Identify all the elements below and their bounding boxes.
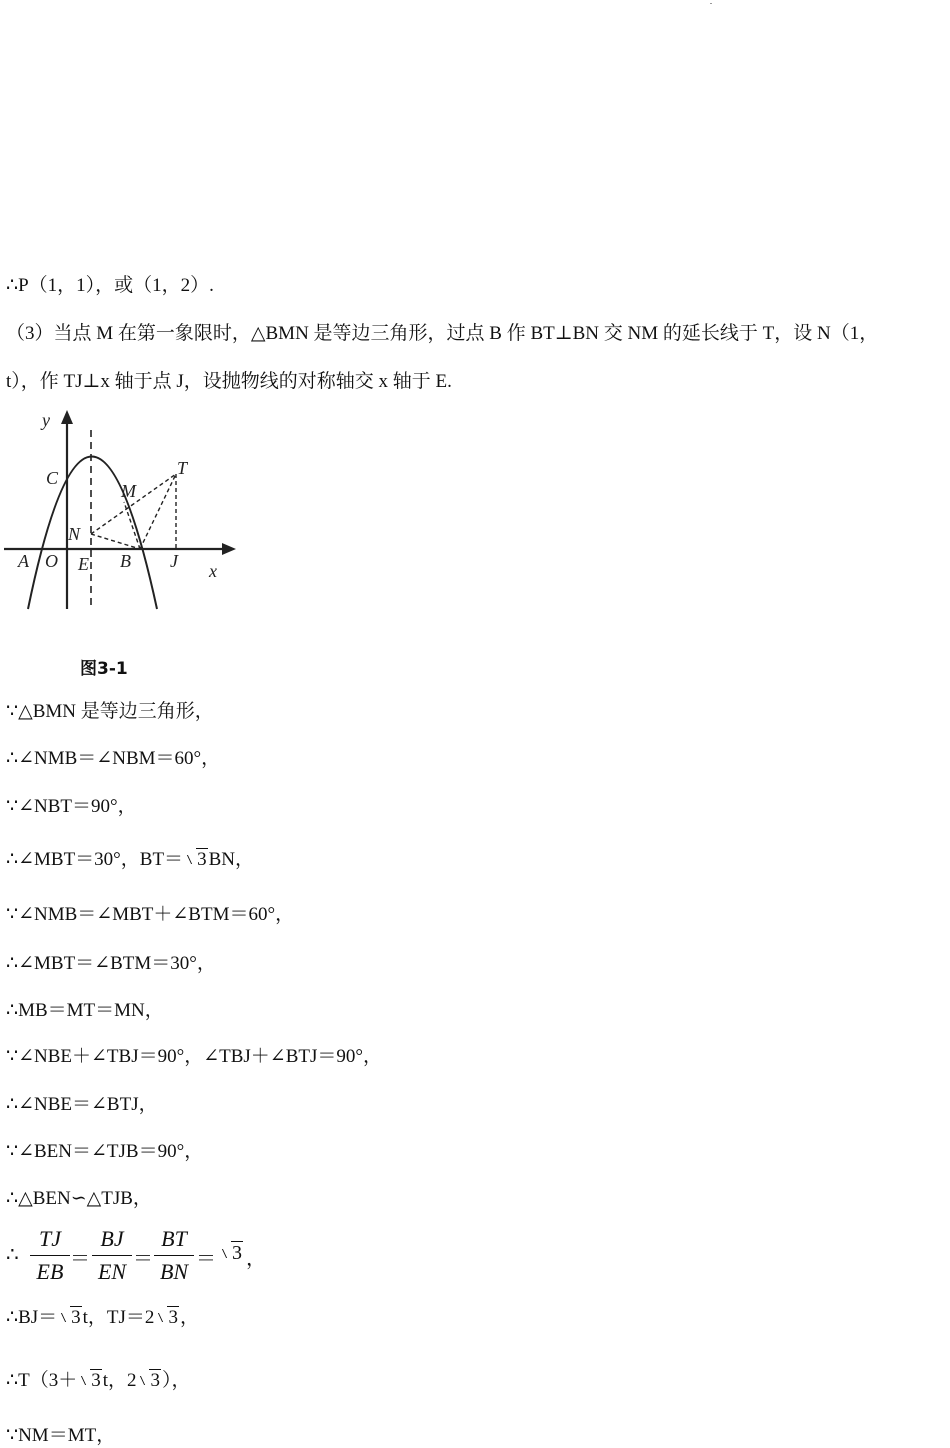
label-C: C	[46, 468, 59, 488]
parabola-figure	[0, 404, 250, 619]
equals-3: ＝	[196, 1248, 216, 1270]
stray-dot	[710, 3, 712, 4]
text-line-9: ∴∠MBT＝∠BTM＝30°，	[6, 953, 216, 974]
segment-NB	[91, 534, 140, 549]
sqrt-symbol: 3	[184, 848, 208, 872]
label-N: N	[68, 524, 81, 544]
text-line-16: ∴BJ＝ 3 t，TJ＝2 3 ，	[6, 1307, 199, 1328]
label-E: E	[78, 554, 89, 574]
sqrt-symbol: 3	[78, 1369, 102, 1393]
text-line-3: t），作 TJ⊥x 轴于点 J，设抛物线的对称轴交 x 轴于 E.	[6, 371, 452, 392]
fraction-2: BJ EN	[92, 1226, 132, 1285]
label-B: B	[120, 551, 131, 571]
text-line-7: ∴∠MBT＝30°，BT＝ 3 BN，	[6, 849, 254, 870]
text-line-2: （3）当点 M 在第一象限时，△BMN 是等边三角形，过点 B 作 BT⊥BN 交 NM 的延长线于 T，设 N（1，	[6, 323, 879, 344]
label-T: T	[177, 458, 188, 478]
text-line-6: ∵∠NBT＝90°，	[6, 796, 137, 817]
text-line-13: ∵∠BEN＝∠TJB＝90°，	[6, 1141, 204, 1162]
text-line-14: ∴△BEN∽△TJB，	[6, 1188, 152, 1209]
text-line-5: ∴∠NMB＝∠NBM＝60°，	[6, 748, 221, 769]
label-y: y	[42, 410, 50, 430]
label-J: J	[170, 551, 178, 571]
text-line-17: ∴T（3＋ 3 t，2 3 ），	[6, 1370, 191, 1391]
sqrt-3: 3	[218, 1242, 244, 1265]
fraction-1: TJ EB	[30, 1226, 70, 1285]
equals-2: ＝	[133, 1248, 153, 1270]
therefore-symbol: ∴	[6, 1244, 19, 1266]
text-line-18: ∵NM＝MT，	[6, 1425, 116, 1446]
y-axis-arrow	[61, 410, 73, 424]
sqrt-symbol: 3	[58, 1306, 82, 1330]
label-O: O	[45, 551, 58, 571]
segment-BM	[124, 502, 140, 549]
x-axis-arrow	[222, 543, 236, 555]
label-M: M	[121, 481, 136, 501]
comma: ，	[246, 1248, 266, 1270]
text-line-10: ∴MB＝MT＝MN，	[6, 1000, 164, 1021]
text-line-8: ∵∠NMB＝∠MBT＋∠BTM＝60°，	[6, 904, 295, 925]
sqrt-symbol: 3	[137, 1369, 161, 1393]
equals-1: ＝	[70, 1248, 90, 1270]
label-A: A	[18, 551, 29, 571]
text-line-12: ∴∠NBE＝∠BTJ，	[6, 1094, 158, 1115]
label-x: x	[209, 561, 217, 581]
text-line-4: ∵△BMN 是等边三角形，	[6, 701, 214, 722]
text-line-11: ∵∠NBE＋∠TBJ＝90°，∠TBJ＋∠BTJ＝90°，	[6, 1046, 382, 1067]
figure-svg	[0, 404, 250, 619]
segment-BT	[140, 474, 176, 549]
text-line-1: ∴P（1，1），或（1，2）.	[6, 275, 214, 296]
fraction-3: BT BN	[154, 1226, 194, 1285]
figure-caption: 图3-1	[80, 659, 128, 679]
sqrt-symbol: 3	[155, 1306, 179, 1330]
